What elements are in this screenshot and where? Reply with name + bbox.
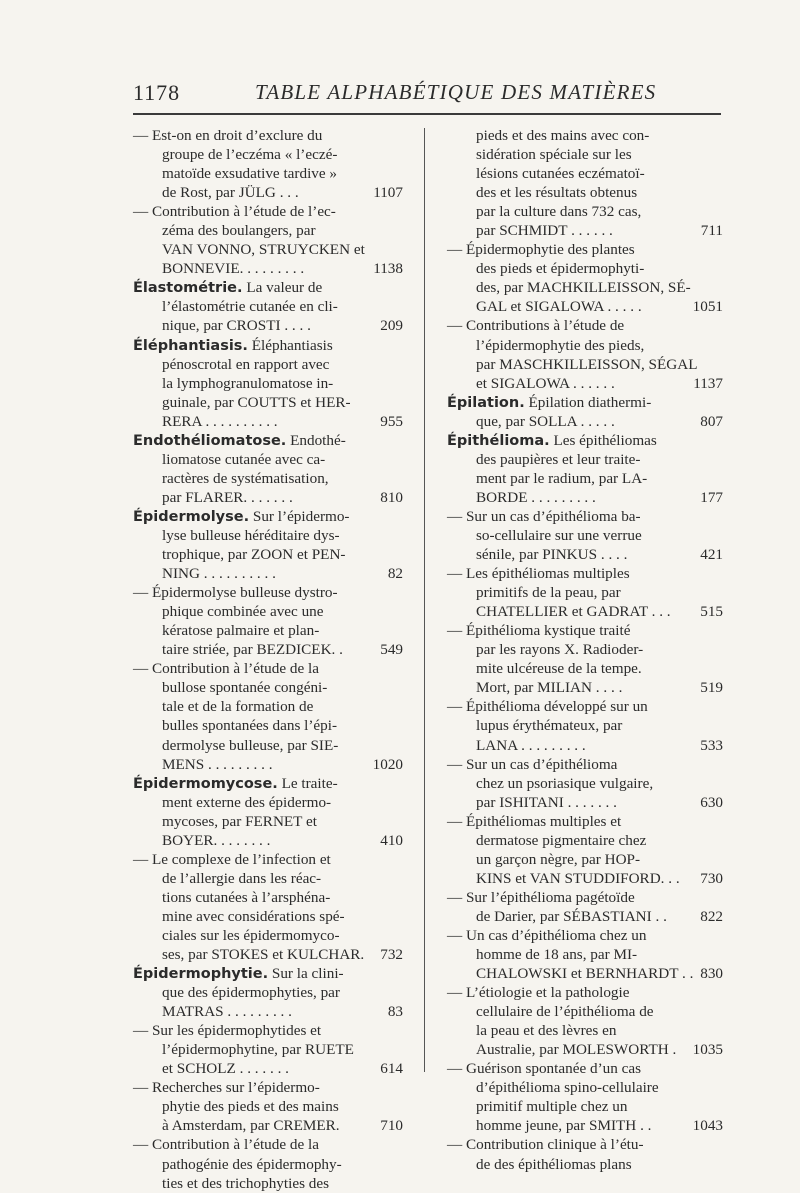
index-entry-text: — Contribution à l’étude de l’ec- xyxy=(133,203,336,221)
page-reference: 410 xyxy=(380,831,403,849)
index-entry-line xyxy=(447,1078,715,1097)
index-entry-line xyxy=(133,583,395,602)
index-entry-text: KINS et VAN STUDDIFORD. . . xyxy=(476,869,680,887)
index-entry-line xyxy=(133,1002,403,1021)
index-entry-line xyxy=(133,259,403,278)
index-entry-line xyxy=(447,507,715,526)
index-entry-text: des et les résultats obtenus xyxy=(476,184,638,202)
index-entry-line xyxy=(447,793,723,812)
index-entry-line xyxy=(447,355,715,374)
index-entry-text: MENS . . . . . . . . . xyxy=(162,755,273,773)
page-reference: 177 xyxy=(700,488,723,506)
index-entry-line xyxy=(133,1021,395,1040)
index-entry-text: par les rayons X. Radioder- xyxy=(476,641,644,659)
index-entry-text: cellulaire de l’épithélioma de xyxy=(476,1003,654,1021)
index-entry-text: la peau et des lèvres en xyxy=(476,1022,617,1040)
index-entry-text: — Guérison spontanée d’un cas xyxy=(447,1060,642,1078)
index-entry-text: — Épithéliomas multiples et xyxy=(447,812,622,830)
index-keyword: Éléphantiasis. xyxy=(133,337,248,354)
index-entry-line xyxy=(133,240,395,259)
page-reference: 730 xyxy=(700,869,723,887)
index-entry-text: so-cellulaire sur une verrue xyxy=(476,526,642,544)
index-entry-text: que des épidermophyties, par xyxy=(162,984,340,1002)
page-header xyxy=(0,0,800,110)
index-entry-line xyxy=(133,316,403,335)
index-entry-text: MATRAS . . . . . . . . . xyxy=(162,1003,292,1021)
page-reference: 82 xyxy=(387,565,403,583)
index-entry-text: taire striée, par BEZDICEK. . xyxy=(162,641,343,659)
index-entry-text: RERA . . . . . . . . . . xyxy=(162,412,278,430)
index-entry-text: homme de 18 ans, par MI- xyxy=(476,946,638,964)
index-entry-line xyxy=(447,1135,715,1154)
index-entry-text: LANA . . . . . . . . . xyxy=(476,736,586,754)
index-entry-text: — Sur un cas d’épithélioma ba- xyxy=(447,507,641,525)
index-entry-line xyxy=(447,545,723,564)
index-entry-line xyxy=(133,659,395,678)
index-entry-text: Australie, par MOLESWORTH . xyxy=(476,1041,677,1059)
index-entry-text: — Est-on en droit d’exclure du xyxy=(133,127,323,144)
index-entry-text: primitif multiple chez un xyxy=(476,1098,628,1116)
index-entry-line xyxy=(133,545,395,564)
index-entry-text: guinale, par COUTTS et HER- xyxy=(162,393,351,411)
index-entry-line xyxy=(133,393,395,412)
index-entry-line xyxy=(133,126,395,145)
index-entry-line xyxy=(133,907,395,926)
index-keyword: Élastométrie. xyxy=(133,280,243,297)
index-entry-text: d’épithélioma spino-cellulaire xyxy=(476,1079,659,1097)
index-entry-text: — Sur l’épithélioma pagétoïde xyxy=(447,888,635,906)
index-entry-heading xyxy=(133,278,395,297)
page-reference: 630 xyxy=(700,793,723,811)
index-entry-text: pieds et des mains avec con- xyxy=(476,127,650,144)
index-entry-text: Sur l’épidermo- xyxy=(249,507,350,525)
index-entry-text: homme jeune, par SMITH . . xyxy=(476,1117,652,1135)
index-entry-line xyxy=(133,736,395,755)
index-entry-line xyxy=(133,1116,403,1135)
index-entry-line xyxy=(447,1059,715,1078)
index-entry-line xyxy=(133,621,395,640)
index-entry-text: Mort, par MILIAN . . . . xyxy=(476,679,623,697)
index-entry-text: GAL et SIGALOWA . . . . . xyxy=(476,298,642,316)
index-entry-line xyxy=(133,374,395,393)
page-reference: 1043 xyxy=(692,1117,723,1135)
index-entry-text: lésions cutanées eczématoï- xyxy=(476,165,645,183)
index-entry-line xyxy=(447,602,723,621)
index-entry-text: sidération spéciale sur les xyxy=(476,146,632,164)
index-entry-text: Sur la clini- xyxy=(268,965,344,983)
index-entry-line xyxy=(133,1174,395,1193)
index-entry-line xyxy=(133,221,395,240)
index-entry-line xyxy=(447,1021,715,1040)
page-reference: 1137 xyxy=(693,374,723,392)
index-entry-line xyxy=(447,697,715,716)
index-entry-text: — Épidermolyse bulleuse dystro- xyxy=(133,584,338,602)
index-entry-line xyxy=(133,983,395,1002)
index-entry-text: ment par le radium, par LA- xyxy=(476,469,648,487)
index-entry-text: VAN VONNO, STRUYCKEN et xyxy=(162,241,365,259)
index-entry-text: primitifs de la peau, par xyxy=(476,584,621,602)
index-entry-line xyxy=(133,850,395,869)
index-entry-line xyxy=(447,869,723,888)
index-entry-line xyxy=(447,907,723,926)
index-entry-line xyxy=(447,336,715,355)
index-entry-text: — L’étiologie et la pathologie xyxy=(447,984,630,1002)
index-entry-text: à Amsterdam, par CREMER. xyxy=(162,1117,340,1135)
index-entry-text: mycoses, par FERNET et xyxy=(162,812,317,830)
index-entry-text: Les épithéliomas xyxy=(549,431,657,449)
index-entry-line xyxy=(447,640,715,659)
index-entry-text: par la culture dans 732 cas, xyxy=(476,203,642,221)
index-entry-line xyxy=(447,736,723,755)
page-reference: 807 xyxy=(700,412,723,430)
index-entry-text: de l’allergie dans les réac- xyxy=(162,869,322,887)
index-entry-line xyxy=(133,183,403,202)
index-entry-line xyxy=(447,774,715,793)
index-entry-text: Le traite- xyxy=(277,774,338,792)
index-entry-text: ties et des trichophyties des xyxy=(162,1174,330,1192)
index-entry-line xyxy=(447,278,715,297)
index-entry-text: ciales sur les épidermomyco- xyxy=(162,926,340,944)
index-entry-line xyxy=(447,1040,723,1059)
index-entry-text: mite ulcéreuse de la tempe. xyxy=(476,660,642,678)
index-entry-text: — Un cas d’épithélioma chez un xyxy=(447,926,647,944)
index-entry-line xyxy=(133,164,395,183)
index-entry-line xyxy=(447,316,715,335)
index-entry-line xyxy=(133,1097,395,1116)
index-entry-line xyxy=(133,297,395,316)
column-divider xyxy=(424,128,425,1072)
index-entry-line xyxy=(133,755,403,774)
index-entry-heading xyxy=(133,431,395,450)
index-entry-line xyxy=(133,488,403,507)
index-entry-line xyxy=(447,526,715,545)
index-entry-text: BORDE . . . . . . . . . xyxy=(476,488,596,506)
index-entry-text: et SCHOLZ . . . . . . . xyxy=(162,1060,289,1078)
index-entry-line xyxy=(447,221,723,240)
index-entry-line xyxy=(133,145,395,164)
index-entry-text: Éléphantiasis xyxy=(247,336,333,354)
index-entry-line xyxy=(133,945,403,964)
page-reference: 1020 xyxy=(372,755,403,773)
index-entry-line xyxy=(447,164,715,183)
left-column xyxy=(133,126,403,1193)
index-entry-text: — Contribution à l’étude de la xyxy=(133,660,320,678)
index-entry-line xyxy=(447,926,715,945)
index-entry-text: par MASCHKILLEISSON, SÉGAL xyxy=(476,355,698,373)
index-entry-text: nique, par CROSTI . . . . xyxy=(162,317,311,335)
index-entry-text: dermolyse bulleuse, par SIE- xyxy=(162,736,339,754)
index-entry-line xyxy=(447,888,715,907)
index-entry-line xyxy=(133,1078,395,1097)
index-entry-text: l’élastométrie cutanée en cli- xyxy=(162,298,338,316)
index-entry-text: NING . . . . . . . . . . xyxy=(162,565,276,583)
page-reference: 421 xyxy=(700,546,723,564)
index-entry-text: l’épidermophytie des pieds, xyxy=(476,336,645,354)
index-entry-text: des, par MACHKILLEISSON, SÉ- xyxy=(476,279,691,297)
index-entry-text: lupus érythémateux, par xyxy=(476,717,623,735)
index-entry-line xyxy=(133,640,403,659)
index-entry-text: par FLARER. . . . . . . xyxy=(162,488,293,506)
index-entry-heading xyxy=(133,774,395,793)
index-entry-text: CHATELLIER et GADRAT . . . xyxy=(476,603,671,621)
index-entry-line xyxy=(447,240,715,259)
page-reference: 1107 xyxy=(373,184,403,202)
index-entry-text: bullose spontanée congéni- xyxy=(162,679,328,697)
index-entry-line xyxy=(447,812,715,831)
page-reference: 1138 xyxy=(373,260,403,278)
index-entry-line xyxy=(447,564,715,583)
index-entry-text: pathogénie des épidermophy- xyxy=(162,1155,342,1173)
index-entry-text: BOYER. . . . . . . . xyxy=(162,831,271,849)
index-entry-text: lyse bulleuse héréditaire dys- xyxy=(162,526,340,544)
index-entry-line xyxy=(447,412,723,431)
index-entry-line xyxy=(133,202,395,221)
page-number: 1178 xyxy=(133,80,181,105)
index-entry-text: BONNEVIE. . . . . . . . . xyxy=(162,260,305,278)
index-entry-text: — Épithélioma développé sur un xyxy=(447,698,648,716)
index-entry-text: Endothé- xyxy=(286,431,346,449)
index-entry-text: mine avec considérations spé- xyxy=(162,907,345,925)
index-entry-text: de Darier, par SÉBASTIANI . . xyxy=(476,907,667,925)
index-entry-line xyxy=(133,678,395,697)
index-entry-text: matoïde exsudative tardive » xyxy=(162,165,338,183)
index-entry-line xyxy=(447,983,715,1002)
index-entry-line xyxy=(133,526,395,545)
page-reference: 955 xyxy=(380,412,403,430)
index-entry-line xyxy=(447,297,723,316)
index-entry-line xyxy=(133,793,395,812)
index-entry-line xyxy=(133,831,403,850)
index-entry-text: phytie des pieds et des mains xyxy=(162,1098,339,1116)
index-entry-line xyxy=(447,145,715,164)
index-entry-text: chez un psoriasique vulgaire, xyxy=(476,774,654,792)
page-reference: 519 xyxy=(700,679,723,697)
index-keyword: Épidermophytie. xyxy=(133,966,269,983)
index-entry-text: — Contribution clinique à l’étu- xyxy=(447,1136,644,1154)
index-entry-text: trophique, par ZOON et PEN- xyxy=(162,546,346,564)
index-entry-line xyxy=(133,1040,395,1059)
index-entry-line xyxy=(133,716,395,735)
page-reference: 549 xyxy=(380,641,403,659)
index-entry-line xyxy=(447,1155,715,1174)
index-keyword: Épidermomycose. xyxy=(133,775,278,792)
index-entry-text: — Épithélioma kystique traité xyxy=(447,622,631,640)
running-title: TABLE ALPHABÉTIQUE DES MATIÈRES xyxy=(255,80,657,104)
page-reference: 710 xyxy=(380,1117,403,1135)
index-entry-text: — Contribution à l’étude de la xyxy=(133,1136,320,1154)
index-entry-line xyxy=(133,1135,395,1154)
index-entry-text: — Sur les épidermophytides et xyxy=(133,1022,322,1040)
index-entry-line xyxy=(447,831,715,850)
index-entry-text: ses, par STOKES et KULCHAR. xyxy=(162,946,365,964)
index-entry-line xyxy=(133,926,395,945)
index-entry-line xyxy=(133,450,395,469)
index-entry-line xyxy=(133,469,395,488)
index-entry-text: CHALOWSKI et BERNHARDT . . xyxy=(476,965,694,983)
index-entry-text: groupe de l’eczéma « l’eczé- xyxy=(162,146,338,164)
index-entry-line xyxy=(133,1155,395,1174)
page-reference: 711 xyxy=(700,222,723,240)
page-reference: 1051 xyxy=(692,298,723,316)
right-column xyxy=(447,126,723,1174)
index-entry-text: par SCHMIDT . . . . . . xyxy=(476,222,613,240)
index-entry-line xyxy=(447,1097,715,1116)
page-reference: 83 xyxy=(387,1003,403,1021)
index-entry-text: ractères de systématisation, xyxy=(162,469,329,487)
index-entry-heading xyxy=(133,507,395,526)
index-entry-line xyxy=(133,812,395,831)
index-entry-text: La valeur de xyxy=(242,279,323,297)
page-reference: 732 xyxy=(380,946,403,964)
index-entry-text: — Contributions à l’étude de xyxy=(447,317,625,335)
index-entry-heading xyxy=(133,336,395,355)
index-entry-line xyxy=(447,659,715,678)
page-reference: 810 xyxy=(380,488,403,506)
index-entry-line xyxy=(447,469,715,488)
index-entry-text: des paupières et leur traite- xyxy=(476,450,641,468)
index-entry-line xyxy=(133,602,395,621)
index-entry-line xyxy=(133,697,395,716)
index-entry-text: zéma des boulangers, par xyxy=(162,222,316,240)
index-entry-text: des pieds et épidermophyti- xyxy=(476,260,645,278)
page-reference: 830 xyxy=(700,965,723,983)
page-reference: 209 xyxy=(380,317,403,335)
index-entry-line xyxy=(447,374,723,393)
index-entry-heading xyxy=(447,431,715,450)
index-entry-text: liomatose cutanée avec ca- xyxy=(162,450,326,468)
index-keyword: Épilation. xyxy=(447,394,525,411)
index-entry-line xyxy=(447,964,723,983)
index-entry-text: — Les épithéliomas multiples xyxy=(447,565,630,583)
index-entry-line xyxy=(447,621,715,640)
index-entry-line xyxy=(447,678,723,697)
index-entry-line xyxy=(447,202,715,221)
index-entry-line xyxy=(133,888,395,907)
index-entry-line xyxy=(447,850,715,869)
index-entry-text: — Recherches sur l’épidermo- xyxy=(133,1079,320,1097)
index-entry-text: ment externe des épidermo- xyxy=(162,793,332,811)
index-entry-line xyxy=(447,450,715,469)
index-entry-text: pénoscrotal en rapport avec xyxy=(162,355,330,373)
index-entry-line xyxy=(447,1002,715,1021)
index-entry-line xyxy=(133,869,395,888)
index-entry-line xyxy=(447,716,715,735)
index-entry-text: tions cutanées à l’arsphéna- xyxy=(162,888,331,906)
index-entry-line xyxy=(447,755,715,774)
index-entry-text: kératose palmaire et plan- xyxy=(162,622,320,640)
index-entry-text: de Rost, par JÜLG . . . xyxy=(162,184,299,202)
index-entry-heading xyxy=(447,393,715,412)
page-reference: 822 xyxy=(700,907,723,925)
index-entry-line xyxy=(447,1116,723,1135)
index-entry-text: phique combinée avec une xyxy=(162,603,324,621)
index-entry-heading xyxy=(133,964,395,983)
index-entry-text: tale et de la formation de xyxy=(162,698,314,716)
page-reference: 515 xyxy=(700,603,723,621)
index-entry-line xyxy=(133,1059,403,1078)
index-entry-text: sénile, par PINKUS . . . . xyxy=(476,546,628,564)
index-entry-line xyxy=(133,355,395,374)
index-entry-text: dermatose pigmentaire chez xyxy=(476,831,647,849)
index-entry-line xyxy=(447,126,715,145)
index-entry-text: la lymphogranulomatose in- xyxy=(162,374,334,392)
index-entry-text: par ISHITANI . . . . . . . xyxy=(476,793,617,811)
index-entry-text: l’épidermophytine, par RUETE xyxy=(162,1041,354,1059)
index-entry-text: Épilation diathermi- xyxy=(524,393,652,411)
index-entry-text: bulles spontanées dans l’épi- xyxy=(162,717,338,735)
page-reference: 1035 xyxy=(692,1041,723,1059)
index-keyword: Épidermolyse. xyxy=(133,508,250,525)
index-entry-line xyxy=(447,945,715,964)
page-reference: 533 xyxy=(700,736,723,754)
index-entry-line xyxy=(447,259,715,278)
index-entry-line xyxy=(447,183,715,202)
index-entry-text: que, par SOLLA . . . . . xyxy=(476,412,615,430)
index-entry-text: un garçon nègre, par HOP- xyxy=(476,850,641,868)
index-entry-text: et SIGALOWA . . . . . . xyxy=(476,374,615,392)
index-entry-text: — Sur un cas d’épithélioma xyxy=(447,755,618,773)
index-entry-line xyxy=(447,488,723,507)
index-entry-line xyxy=(133,564,403,583)
index-keyword: Épithélioma. xyxy=(447,432,550,449)
index-entry-line xyxy=(133,412,403,431)
index-entry-line xyxy=(447,583,715,602)
header-rule xyxy=(133,113,721,115)
index-entry-text: — Épidermophytie des plantes xyxy=(447,241,635,259)
index-entry-text: de des épithéliomas plans xyxy=(476,1155,632,1173)
page-reference: 614 xyxy=(380,1060,403,1078)
index-entry-text: — Le complexe de l’infection et xyxy=(133,850,331,868)
index-keyword: Endothéliomatose. xyxy=(133,432,287,449)
